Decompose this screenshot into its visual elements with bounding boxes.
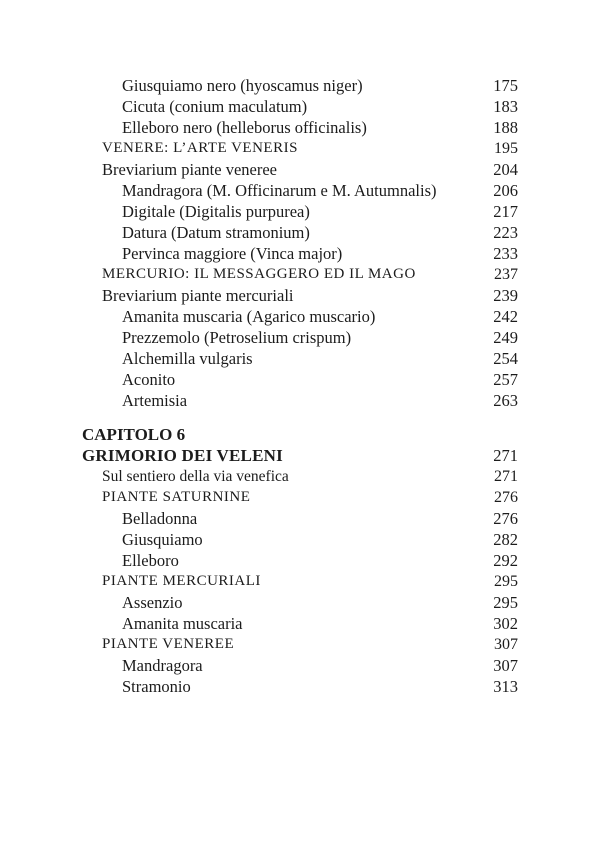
toc-entry-title: MERCURIO: IL MESSAGGERO ED IL MAGO <box>102 266 416 282</box>
toc-entry-page: 239 <box>493 286 518 305</box>
toc-entry-page: 195 <box>494 140 518 157</box>
toc-section-heading <box>0 571 600 592</box>
toc-entry <box>0 348 600 369</box>
toc-entry-title: PIANTE MERCURIALI <box>102 573 261 589</box>
toc-entry-title: Stramonio <box>122 677 191 696</box>
toc-entry-page: 223 <box>493 223 518 242</box>
toc-entry-title: Assenzio <box>122 593 183 612</box>
toc-entry-title: Alchemilla vulgaris <box>122 349 253 368</box>
toc-entry <box>0 369 600 390</box>
toc-entry-title: Breviarium piante veneree <box>102 160 277 179</box>
chapter-page: 271 <box>493 446 518 465</box>
toc-entry-title: VENERE: L’ARTE VENERIS <box>102 140 298 156</box>
toc-entry-title: Belladonna <box>122 509 198 528</box>
toc-section-heading <box>0 138 600 159</box>
toc-entry-page: 204 <box>493 160 518 179</box>
toc-entry-title: Elleboro nero (helleborus officinalis) <box>122 118 367 137</box>
toc-entry-title: Prezzemolo (Petroselium crispum) <box>122 328 352 347</box>
toc-entry-page: 237 <box>494 266 518 283</box>
toc-entry-title: Datura (Datum stramonium) <box>122 223 310 242</box>
toc-entry-title: PIANTE SATURNINE <box>102 489 251 505</box>
toc-entry-page: 276 <box>494 489 518 506</box>
toc-entry-page: 206 <box>493 181 518 200</box>
toc-entry <box>0 550 600 571</box>
toc-entry <box>0 180 600 201</box>
toc-entry-page: 188 <box>493 118 518 137</box>
toc-section-heading <box>0 634 600 655</box>
chapter-label: CAPITOLO 6 <box>82 425 186 444</box>
toc-entry-page: 233 <box>493 244 518 263</box>
toc-entry <box>0 75 600 96</box>
toc-entry-page: 307 <box>494 636 518 653</box>
toc-entry-page: 292 <box>493 551 518 570</box>
toc-entry-title: PIANTE VENEREE <box>102 636 235 652</box>
toc-entry <box>0 159 600 180</box>
toc-entry <box>0 306 600 327</box>
toc-entry-title: Amanita muscaria (Agarico muscario) <box>122 307 376 326</box>
toc-entry <box>0 390 600 411</box>
toc-entry <box>0 508 600 529</box>
toc-entry <box>0 466 600 487</box>
chapter-title: GRIMORIO DEI VELENI <box>82 446 283 465</box>
toc-entry-title: Amanita muscaria <box>122 614 243 633</box>
toc-entry-title: Breviarium piante mercuriali <box>102 286 294 305</box>
toc-entry <box>0 222 600 243</box>
toc-entry-page: 254 <box>493 349 518 368</box>
toc-entry-page: 307 <box>493 656 518 675</box>
toc-entry-page: 249 <box>493 328 518 347</box>
toc-entry-page: 257 <box>493 370 518 389</box>
toc-entry <box>0 96 600 117</box>
toc-entry <box>0 243 600 264</box>
toc-entry <box>0 327 600 348</box>
toc-entry-title: Artemisia <box>122 391 188 410</box>
toc-entry-title: Mandragora <box>122 656 203 675</box>
toc-entry-page: 183 <box>493 97 518 116</box>
toc-entry-title: Giusquiamo <box>122 530 203 549</box>
toc-entry-title: Digitale (Digitalis purpurea) <box>122 202 310 221</box>
toc-section-heading <box>0 264 600 285</box>
toc-entry-page: 313 <box>493 677 518 696</box>
toc-entry-page: 175 <box>493 76 518 95</box>
toc-entry <box>0 613 600 634</box>
toc-entry-page: 302 <box>493 614 518 633</box>
toc-entry-page: 295 <box>493 593 518 612</box>
toc-entry-title: Pervinca maggiore (Vinca major) <box>122 244 343 263</box>
toc-entry-title: Giusquiamo nero (hyoscamus niger) <box>122 76 363 95</box>
toc-entry-page: 242 <box>493 307 518 326</box>
toc-entry-title: Cicuta (conium maculatum) <box>122 97 308 116</box>
toc-entry-page: 217 <box>493 202 518 221</box>
toc-entry <box>0 529 600 550</box>
toc-entry-page: 263 <box>493 391 518 410</box>
toc-entry-title: Sul sentiero della via venefica <box>102 468 289 485</box>
toc-entry-title: Aconito <box>122 370 176 389</box>
toc-entry-page: 271 <box>494 468 518 485</box>
toc-entry-title: Elleboro <box>122 551 179 570</box>
toc-entry <box>0 676 600 697</box>
toc-entry-page: 282 <box>493 530 518 549</box>
toc-section-heading <box>0 487 600 508</box>
toc-entry-page: 276 <box>493 509 518 528</box>
toc-entry-page: 295 <box>494 573 518 590</box>
toc-entry <box>0 655 600 676</box>
toc-entry <box>0 201 600 222</box>
toc-entry-title: Mandragora (M. Officinarum e M. Autumnalis) <box>122 181 437 200</box>
toc-entry <box>0 117 600 138</box>
toc-entry <box>0 285 600 306</box>
chapter-title-row <box>0 445 600 466</box>
toc-entry <box>0 592 600 613</box>
